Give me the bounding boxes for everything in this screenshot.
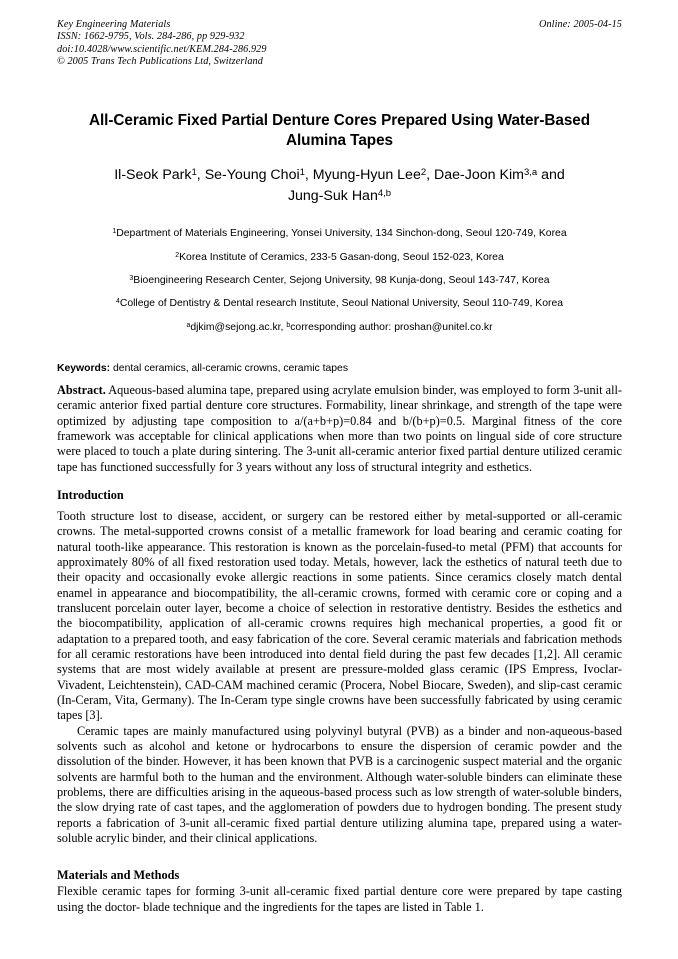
affiliation-text: Korea Institute of Ceramics, 233-5 Gasan-dong, Seoul 152-023, Korea — [179, 251, 504, 263]
contact-emails — [57, 316, 622, 339]
section-heading-materials-and-methods: Materials and Methods — [57, 868, 180, 883]
doi-line: doi:10.4028/www.scientific.net/KEM.284-286.929 — [57, 43, 267, 55]
issn-line: ISSN: 1662-9795, Vols. 284-286, pp 929-932 — [57, 31, 245, 43]
author-separator: , — [426, 167, 435, 184]
author-list — [57, 165, 622, 207]
materials-paragraph-1: Flexible ceramic tapes for forming 3-unit all-ceramic fixed partial denture core were prepared by tape casting using the doctor- blade technique and the ingredients for the tapes are listed in Table 1. — [57, 884, 622, 914]
affiliation-marker: 3 — [129, 275, 134, 283]
email-address-b[interactable]: corresponding author: proshan@unitel.co.kr — [290, 321, 493, 333]
affiliation-list — [57, 222, 622, 338]
keywords-line — [57, 362, 622, 376]
abstract-text: Aqueous-based alumina tape, prepared using acrylate emulsion binder, was employed to form 3-unit all-ceramic anterior fixed partial denture core structures. Formability, linear shrinkage, and strength of the tape were optimized by adjusting tape composition to a/(a+b+p)=0.84 and b/(b+p)=0.5. Marginal fitness of the core framework was acceptable for clinical applications when more than two points on lingual side of core structure were placed to touch a plate during sintering. The 3-unit all-ceramic anterior fixed partial denture utilized ceramic tape has functioned successfully for 3 years without any loss of structural integrity and esthetics. — [57, 382, 622, 474]
email-marker-a: a — [186, 321, 191, 329]
author-line-1 — [114, 167, 565, 183]
introduction-paragraph-2: Ceramic tapes are mainly manufactured using polyvinyl butyral (PVB) as a binder and non-aqueous-based solvents such as alcohol and ketone or hydrocarbons to ensure the dispersion of ceramic powder and the dissolution of the binder. However, it has been known that PVB is a carcinogenic suspect material and the organic solvents are harmful both to the human and the environment. Although water-soluble binders can eliminate these problems, there are difficulties arising in the aqueous-based process such as low strength of water-soluble binders, the slow drying rate of cast tapes, and the agglomeration of powders due to hydrogen bonding. The present study reports a fabrication of 3-unit all-ceramic fixed partial denture utilizing alumina tape, prepared using a water-soluble acrylic binder, and their clinical applications. — [57, 723, 622, 846]
author-entry — [205, 167, 313, 183]
online-date: Online: 2005-04-15 — [538, 19, 622, 30]
journal-name: Key Engineering Materials — [57, 19, 171, 30]
affiliation-marker: 4 — [115, 298, 120, 306]
email-marker-b: b — [286, 321, 291, 329]
author-affil-marker: 3,a — [523, 167, 538, 179]
author-name: Jung-Suk Han — [287, 188, 378, 205]
abstract-block — [57, 383, 622, 475]
author-affil-marker: 2 — [420, 167, 427, 179]
email-address-a[interactable]: djkim@sejong.ac.kr, — [190, 321, 287, 333]
keywords-label: Keywords: — [57, 362, 111, 374]
section-heading-introduction: Introduction — [57, 487, 124, 502]
author-separator: , — [304, 167, 313, 184]
author-separator: , — [196, 167, 205, 184]
author-name: Il-Seok Park — [114, 167, 192, 184]
affiliation-item — [57, 292, 622, 315]
keywords-value: dental ceramics, all-ceramic crowns, ceramic tapes — [110, 362, 349, 374]
author-affil-marker: 1 — [299, 167, 305, 179]
author-separator: and — [537, 167, 565, 184]
affiliation-text: Bioengineering Research Center, Sejong University, 98 Kunja-dong, Seoul 143-747, Korea — [133, 274, 550, 286]
author-name: Dae-Joon Kim — [434, 167, 524, 184]
author-affil-marker: 4,b — [377, 188, 392, 200]
affiliation-text: College of Dentistry & Dental research Institute, Seoul National University, Seoul 110-749, Korea — [119, 298, 564, 310]
introduction-paragraph-1: Tooth structure lost to disease, accident, or surgery can be restored either by metal-supported or all-ceramic crowns. The metal-supported crowns consist of a metallic framework for load bearing and ceramic coating for natural tooth-like appearance. This restoration is known as the porcelain-fused-to metal (PFM) that accounts for approximately 80% of all fixed restoration used today. Metals, however, lack the esthetics of natural teeth due to their opacity and occasionally evoke allergic reactions in some patients. Since ceramics closely match dental enamel in appearance and biocompatibility, the all-ceramic crowns, formed with ceramic core or coping and a translucent porcelain outer layer, become a choice of selection in restorative dentistry. Besides the esthetics and the biocompatibility, application of all-ceramic crowns requires high mechanical properties, a good fit or adaptation to a prepared tooth, and easy fabrication of the core. Several ceramic materials and fabrication methods for all ceramic restorations have been introduced into dental field during the past few decades [1,2]. All ceramic systems that are most widely available at present are pressure-molded glass ceramic (IPS Empress, Ivoclar-Vivadent, Leichtenstein), CAD-CAM machined ceramic (Procera, Nobel Biocare, Sweden), and slip-cast ceramic (In-Ceram, Vita, Germany). The In-Ceram type single crowns have been successfully fabricated by using ceramic tapes [3]. — [57, 508, 622, 723]
author-name: Myung-Hyun Lee — [312, 167, 421, 184]
affiliation-text: Department of Materials Engineering, Yonsei University, 134 Sinchon-dong, Seoul 120-749, Korea — [116, 228, 567, 240]
author-entry — [313, 167, 434, 183]
author-entry — [434, 167, 565, 183]
author-affil-marker: 1 — [191, 167, 197, 179]
paper-title: All-Ceramic Fixed Partial Denture Cores Prepared Using Water-Based Alumina Tapes — [88, 112, 591, 149]
author-name: Se-Young Choi — [204, 167, 300, 184]
author-entry — [114, 167, 204, 183]
abstract-label: Abstract. — [57, 382, 106, 397]
copyright-line: © 2005 Trans Tech Publications Ltd, Switzerland — [57, 55, 263, 67]
author-line-2 — [288, 188, 391, 204]
affiliation-item — [57, 269, 622, 292]
affiliation-marker: 2 — [175, 251, 180, 259]
affiliation-marker: 1 — [112, 228, 117, 236]
journal-header — [57, 19, 622, 68]
affiliation-item — [57, 246, 622, 269]
affiliation-item — [57, 222, 622, 245]
